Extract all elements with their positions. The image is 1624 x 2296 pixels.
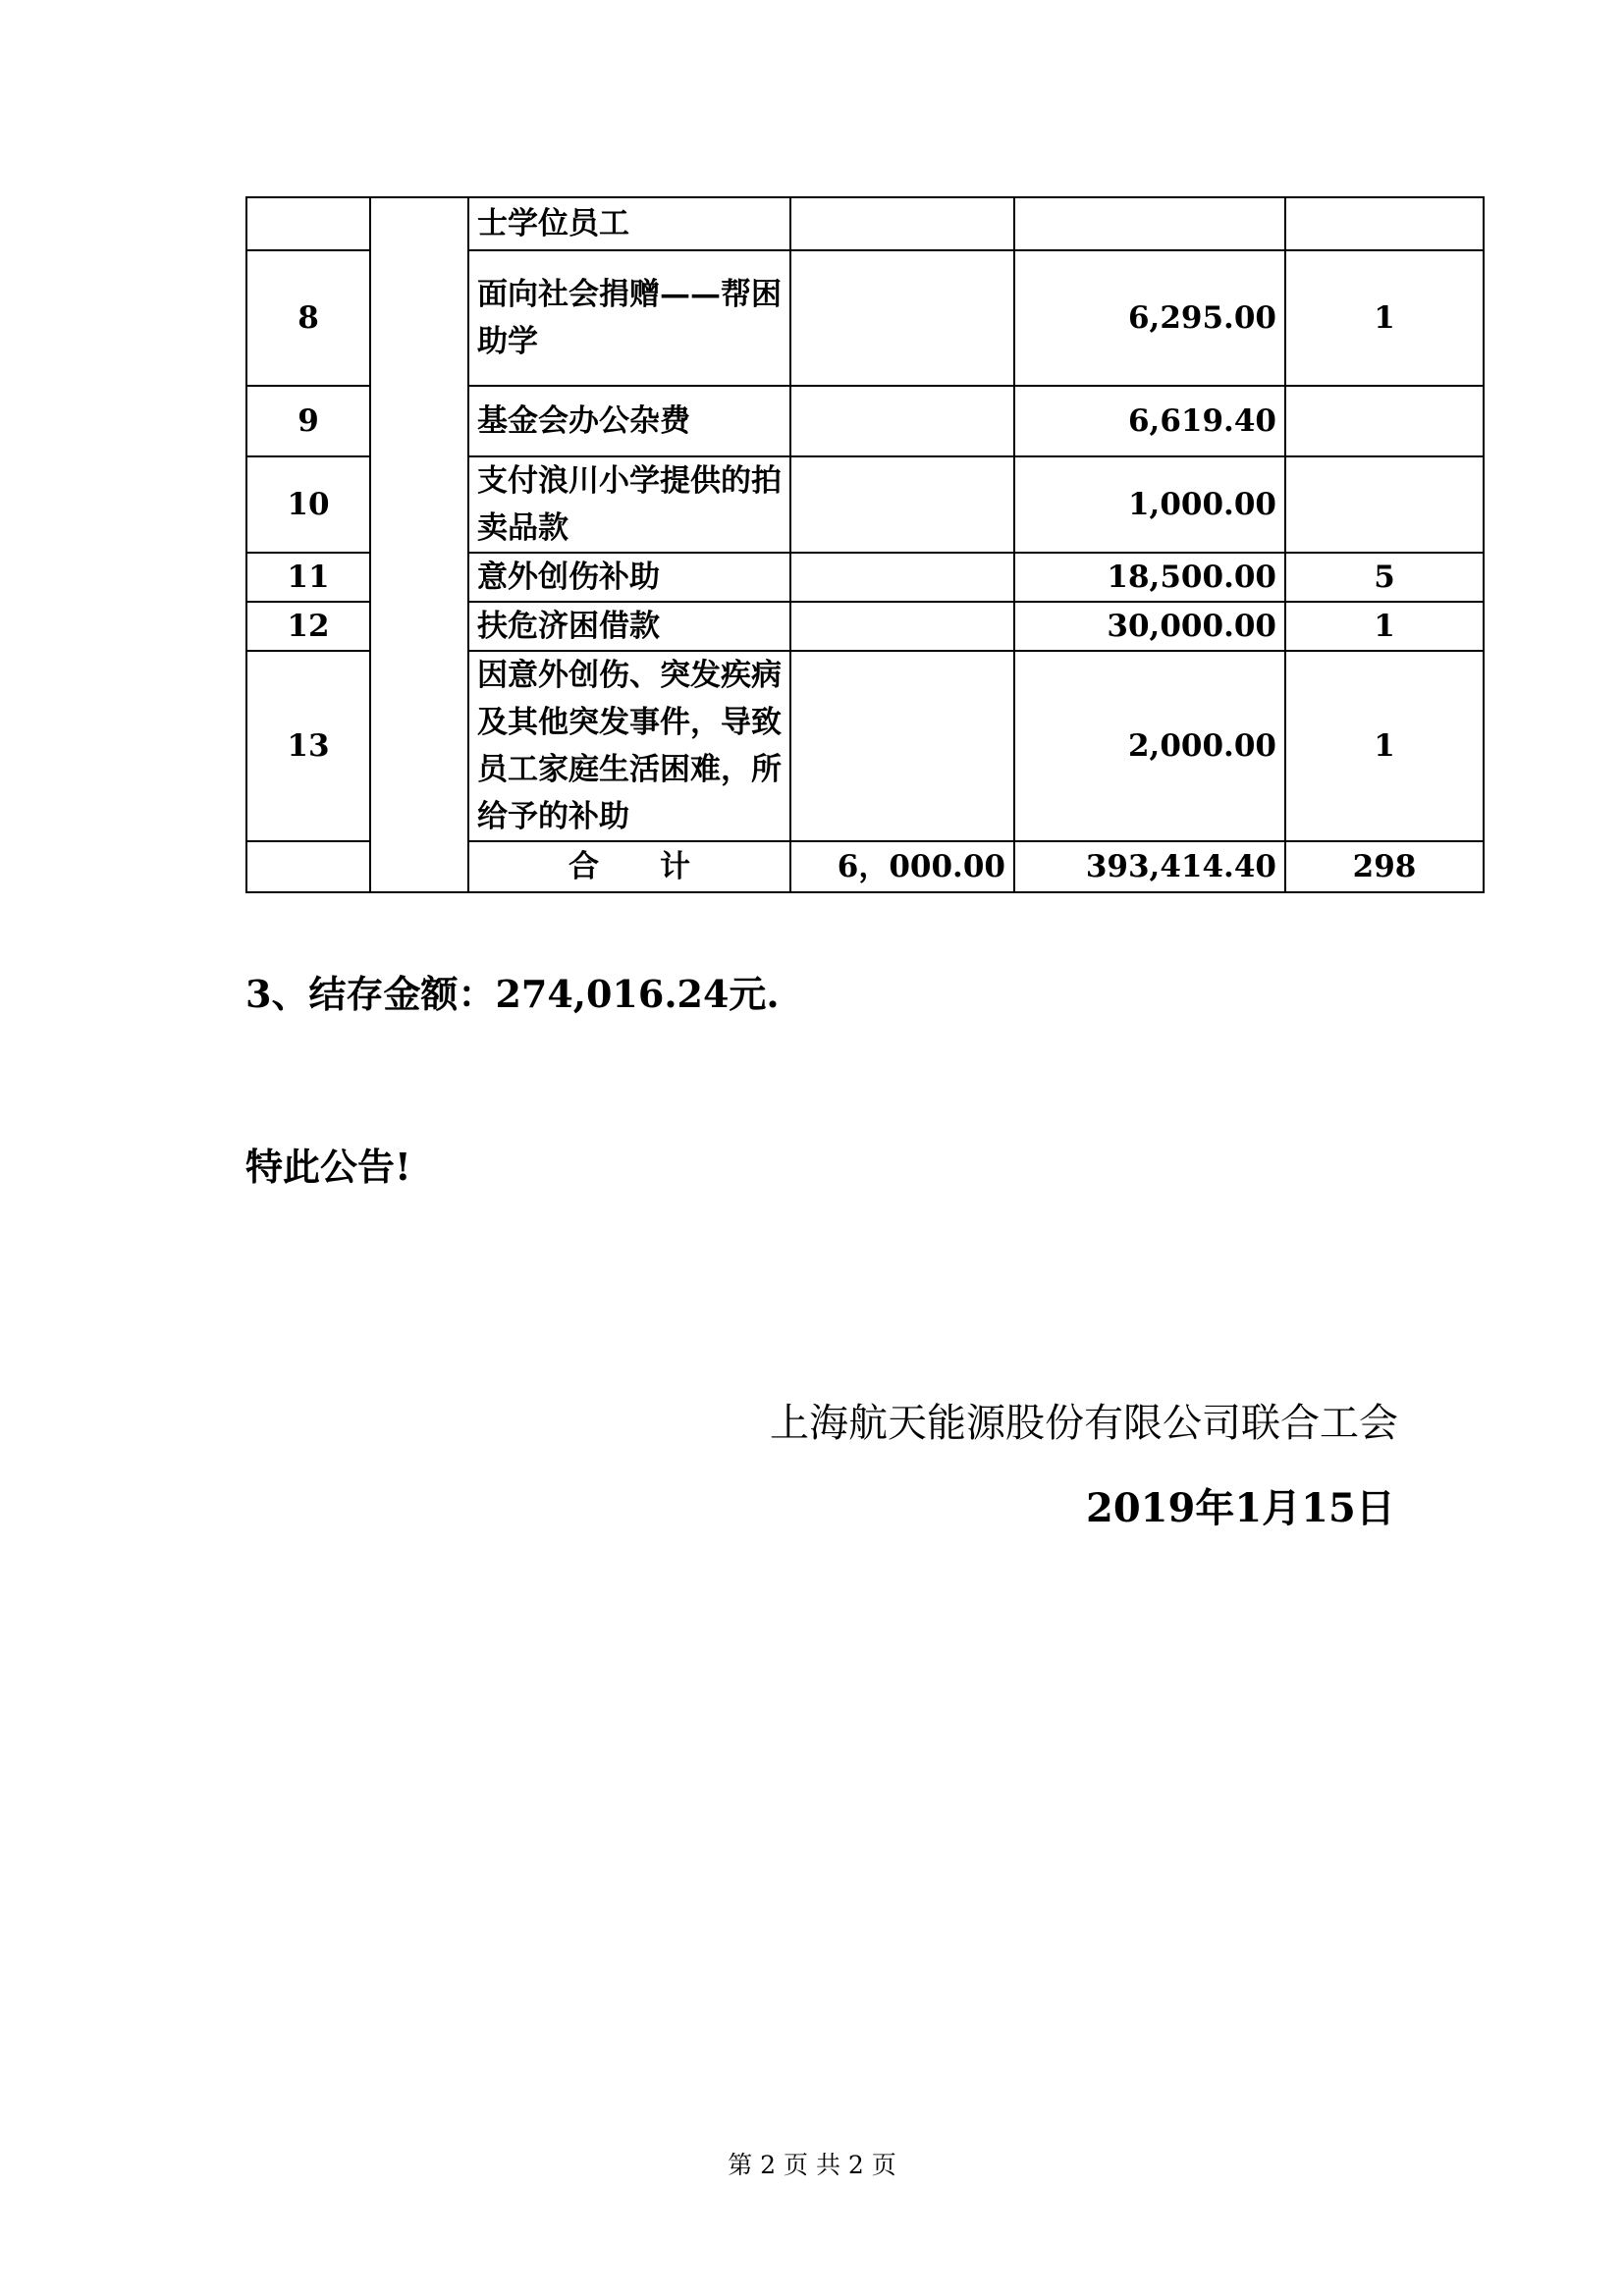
row-income [790, 386, 1014, 456]
balance-amount: 3、结存金额：274,016.24元. [245, 972, 780, 1016]
total-expense: 393,414.40 [1014, 841, 1285, 892]
row-expense: 18,500.00 [1014, 553, 1285, 602]
total-number [246, 841, 370, 892]
signature-org: 上海航天能源股份有限公司联合工会 [770, 1401, 1398, 1446]
total-count: 298 [1285, 841, 1484, 892]
row-income [790, 602, 1014, 651]
merged-category-cell [370, 197, 468, 892]
total-income: 6，000.00 [790, 841, 1014, 892]
page-footer: 第 2 页 共 2 页 [728, 2151, 896, 2179]
total-label: 合 计 [468, 841, 790, 892]
row-item: 扶危济困借款 [468, 602, 790, 651]
row-expense: 1,000.00 [1014, 456, 1285, 553]
notice-text: 特此公告! [245, 1145, 411, 1189]
row-expense: 2,000.00 [1014, 651, 1285, 841]
row-count [1285, 197, 1484, 250]
row-expense: 6,619.40 [1014, 386, 1285, 456]
row-income [790, 197, 1014, 250]
row-item: 面向社会捐赠——帮困助学 [468, 250, 790, 386]
row-number: 10 [246, 456, 370, 553]
row-number: 9 [246, 386, 370, 456]
row-expense [1014, 197, 1285, 250]
row-number: 8 [246, 250, 370, 386]
row-count [1285, 456, 1484, 553]
row-number [246, 197, 370, 250]
signature-date: 2019年1月15日 [1086, 1485, 1395, 1531]
row-number: 12 [246, 602, 370, 651]
table-row [246, 197, 1484, 250]
row-item: 基金会办公杂费 [468, 386, 790, 456]
row-item: 士学位员工 [468, 197, 790, 250]
row-count: 5 [1285, 553, 1484, 602]
row-count: 1 [1285, 250, 1484, 386]
row-count [1285, 386, 1484, 456]
expense-table [245, 196, 1485, 893]
row-income [790, 456, 1014, 553]
row-income [790, 250, 1014, 386]
row-expense: 30,000.00 [1014, 602, 1285, 651]
row-income [790, 553, 1014, 602]
row-item: 意外创伤补助 [468, 553, 790, 602]
row-number: 13 [246, 651, 370, 841]
row-income [790, 651, 1014, 841]
row-number: 11 [246, 553, 370, 602]
row-count: 1 [1285, 651, 1484, 841]
row-item: 因意外创伤、突发疾病及其他突发事件，导致员工家庭生活困难，所给予的补助 [468, 651, 790, 841]
row-expense: 6,295.00 [1014, 250, 1285, 386]
row-count: 1 [1285, 602, 1484, 651]
row-item: 支付浪川小学提供的拍卖品款 [468, 456, 790, 553]
